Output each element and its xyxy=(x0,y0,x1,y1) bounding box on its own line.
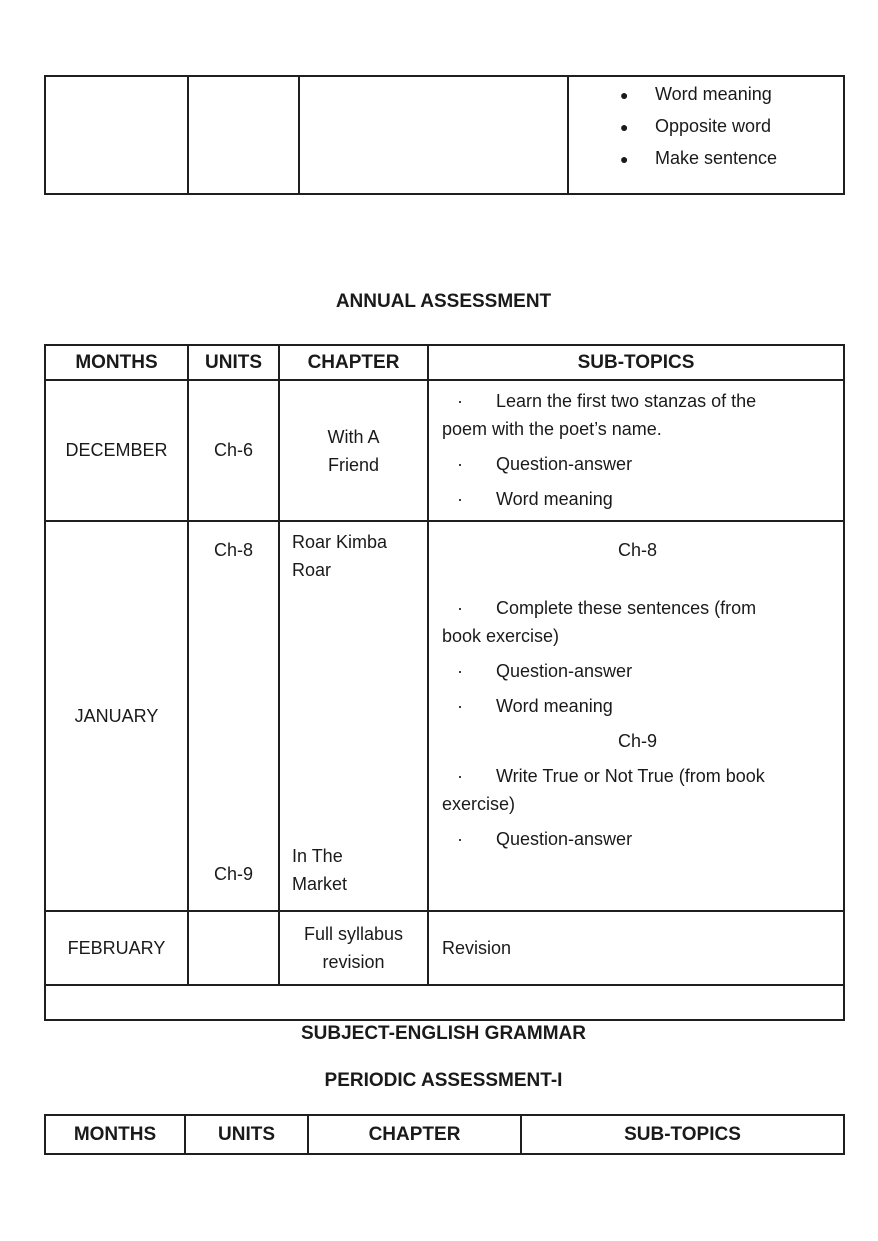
subtopic-item xyxy=(442,762,833,818)
subtopic-item xyxy=(442,450,833,478)
list-item-text: Opposite word xyxy=(655,116,772,136)
chapter-cell-empty xyxy=(299,76,568,194)
subtopic-text: book exercise) xyxy=(442,626,560,646)
subtopic-item xyxy=(442,485,833,513)
header-row xyxy=(45,1115,844,1154)
annual-assessment-title: ANNUAL ASSESSMENT xyxy=(335,291,552,312)
subtopics-cell: Revision xyxy=(428,911,844,985)
subject-english-grammar-title: SUBJECT-ENGLISH GRAMMAR xyxy=(300,1023,586,1044)
annual-assessment-table xyxy=(44,344,845,1021)
col-header-subtopics: SUB-TOPICS xyxy=(521,1115,844,1154)
bullet-disc-icon: ● xyxy=(620,87,629,103)
subtopic-text: poem with the poet’s name. xyxy=(442,419,662,439)
month-cell: JANUARY xyxy=(45,521,188,911)
subtopic-item xyxy=(442,825,833,853)
list-item xyxy=(569,143,843,175)
subtopic-text: Learn the first two stanzas of the xyxy=(496,391,757,411)
units-cell-empty xyxy=(188,76,299,194)
chapter-cell xyxy=(279,380,428,521)
col-header-units: UNITS xyxy=(188,345,279,380)
subtopics-cell xyxy=(428,380,844,521)
month-cell: DECEMBER xyxy=(45,380,188,521)
subtopics-cell xyxy=(428,521,844,911)
chapter-cell xyxy=(279,521,428,911)
col-header-chapter: CHAPTER xyxy=(308,1115,521,1154)
list-item xyxy=(569,111,843,143)
bullet-disc-icon: ● xyxy=(620,119,629,135)
bullet-dot-icon: · xyxy=(457,766,463,786)
chapter-text: Full syllabus revision xyxy=(303,924,404,972)
subtopic-text: Write True or Not True (from book xyxy=(496,766,765,786)
table-row xyxy=(45,76,844,194)
chapter-heading: Ch-9 xyxy=(617,731,657,751)
bullet-dot-icon: · xyxy=(457,829,463,849)
periodic-assessment-title: PERIODIC ASSESSMENT-I xyxy=(324,1070,563,1091)
subtopic-item xyxy=(442,692,833,720)
unit-cell xyxy=(188,911,279,985)
table-row-february xyxy=(45,911,844,985)
col-header-units: UNITS xyxy=(185,1115,308,1154)
header-row xyxy=(45,345,844,380)
chapter-heading: Ch-8 xyxy=(617,540,657,560)
empty-merged-cell xyxy=(45,985,844,1020)
chapter-top-text: Roar Kimba Roar xyxy=(292,532,388,580)
col-header-chapter: CHAPTER xyxy=(279,345,428,380)
list-item-text: Word meaning xyxy=(655,84,772,104)
bullet-disc-icon: ● xyxy=(620,151,629,167)
chapter-bottom-text: In The Market xyxy=(292,846,348,894)
unit-bottom-text: Ch-9 xyxy=(213,864,253,884)
bullet-dot-icon: · xyxy=(457,598,463,618)
subtopic-text: Question-answer xyxy=(496,454,633,474)
subtopics-cell xyxy=(568,76,844,194)
bullet-dot-icon: · xyxy=(457,391,463,411)
subtopic-item xyxy=(442,594,833,650)
continuation-table xyxy=(44,75,845,195)
list-item-text: Make sentence xyxy=(655,148,778,168)
col-header-months: MONTHS xyxy=(45,1115,185,1154)
table-row-december xyxy=(45,380,844,521)
col-header-months: MONTHS xyxy=(45,345,188,380)
chapter-text: With A Friend xyxy=(327,426,380,475)
bullet-dot-icon: · xyxy=(457,489,463,509)
bullet-dot-icon: · xyxy=(457,661,463,681)
subtopic-item xyxy=(442,387,833,443)
unit-cell: Ch-6 xyxy=(188,380,279,521)
subtopic-text: Word meaning xyxy=(496,696,613,716)
subtopic-text: Question-answer xyxy=(496,661,633,681)
list-item xyxy=(569,79,843,111)
subtopic-item xyxy=(442,657,833,685)
table-row-empty xyxy=(45,985,844,1020)
subtopic-text: exercise) xyxy=(442,794,516,814)
subtopic-text: Complete these sentences (from xyxy=(496,598,757,618)
bullet-dot-icon: · xyxy=(457,696,463,716)
grammar-assessment-table xyxy=(44,1114,845,1155)
chapter-cell xyxy=(279,911,428,985)
bullet-dot-icon: · xyxy=(457,454,463,474)
unit-cell xyxy=(188,521,279,911)
unit-top-text: Ch-8 xyxy=(213,540,253,560)
months-cell-empty xyxy=(45,76,188,194)
subtopic-text: Question-answer xyxy=(496,829,633,849)
subtopic-text: Word meaning xyxy=(496,489,613,509)
col-header-subtopics: SUB-TOPICS xyxy=(428,345,844,380)
table-row-january xyxy=(45,521,844,911)
month-cell: FEBRUARY xyxy=(45,911,188,985)
